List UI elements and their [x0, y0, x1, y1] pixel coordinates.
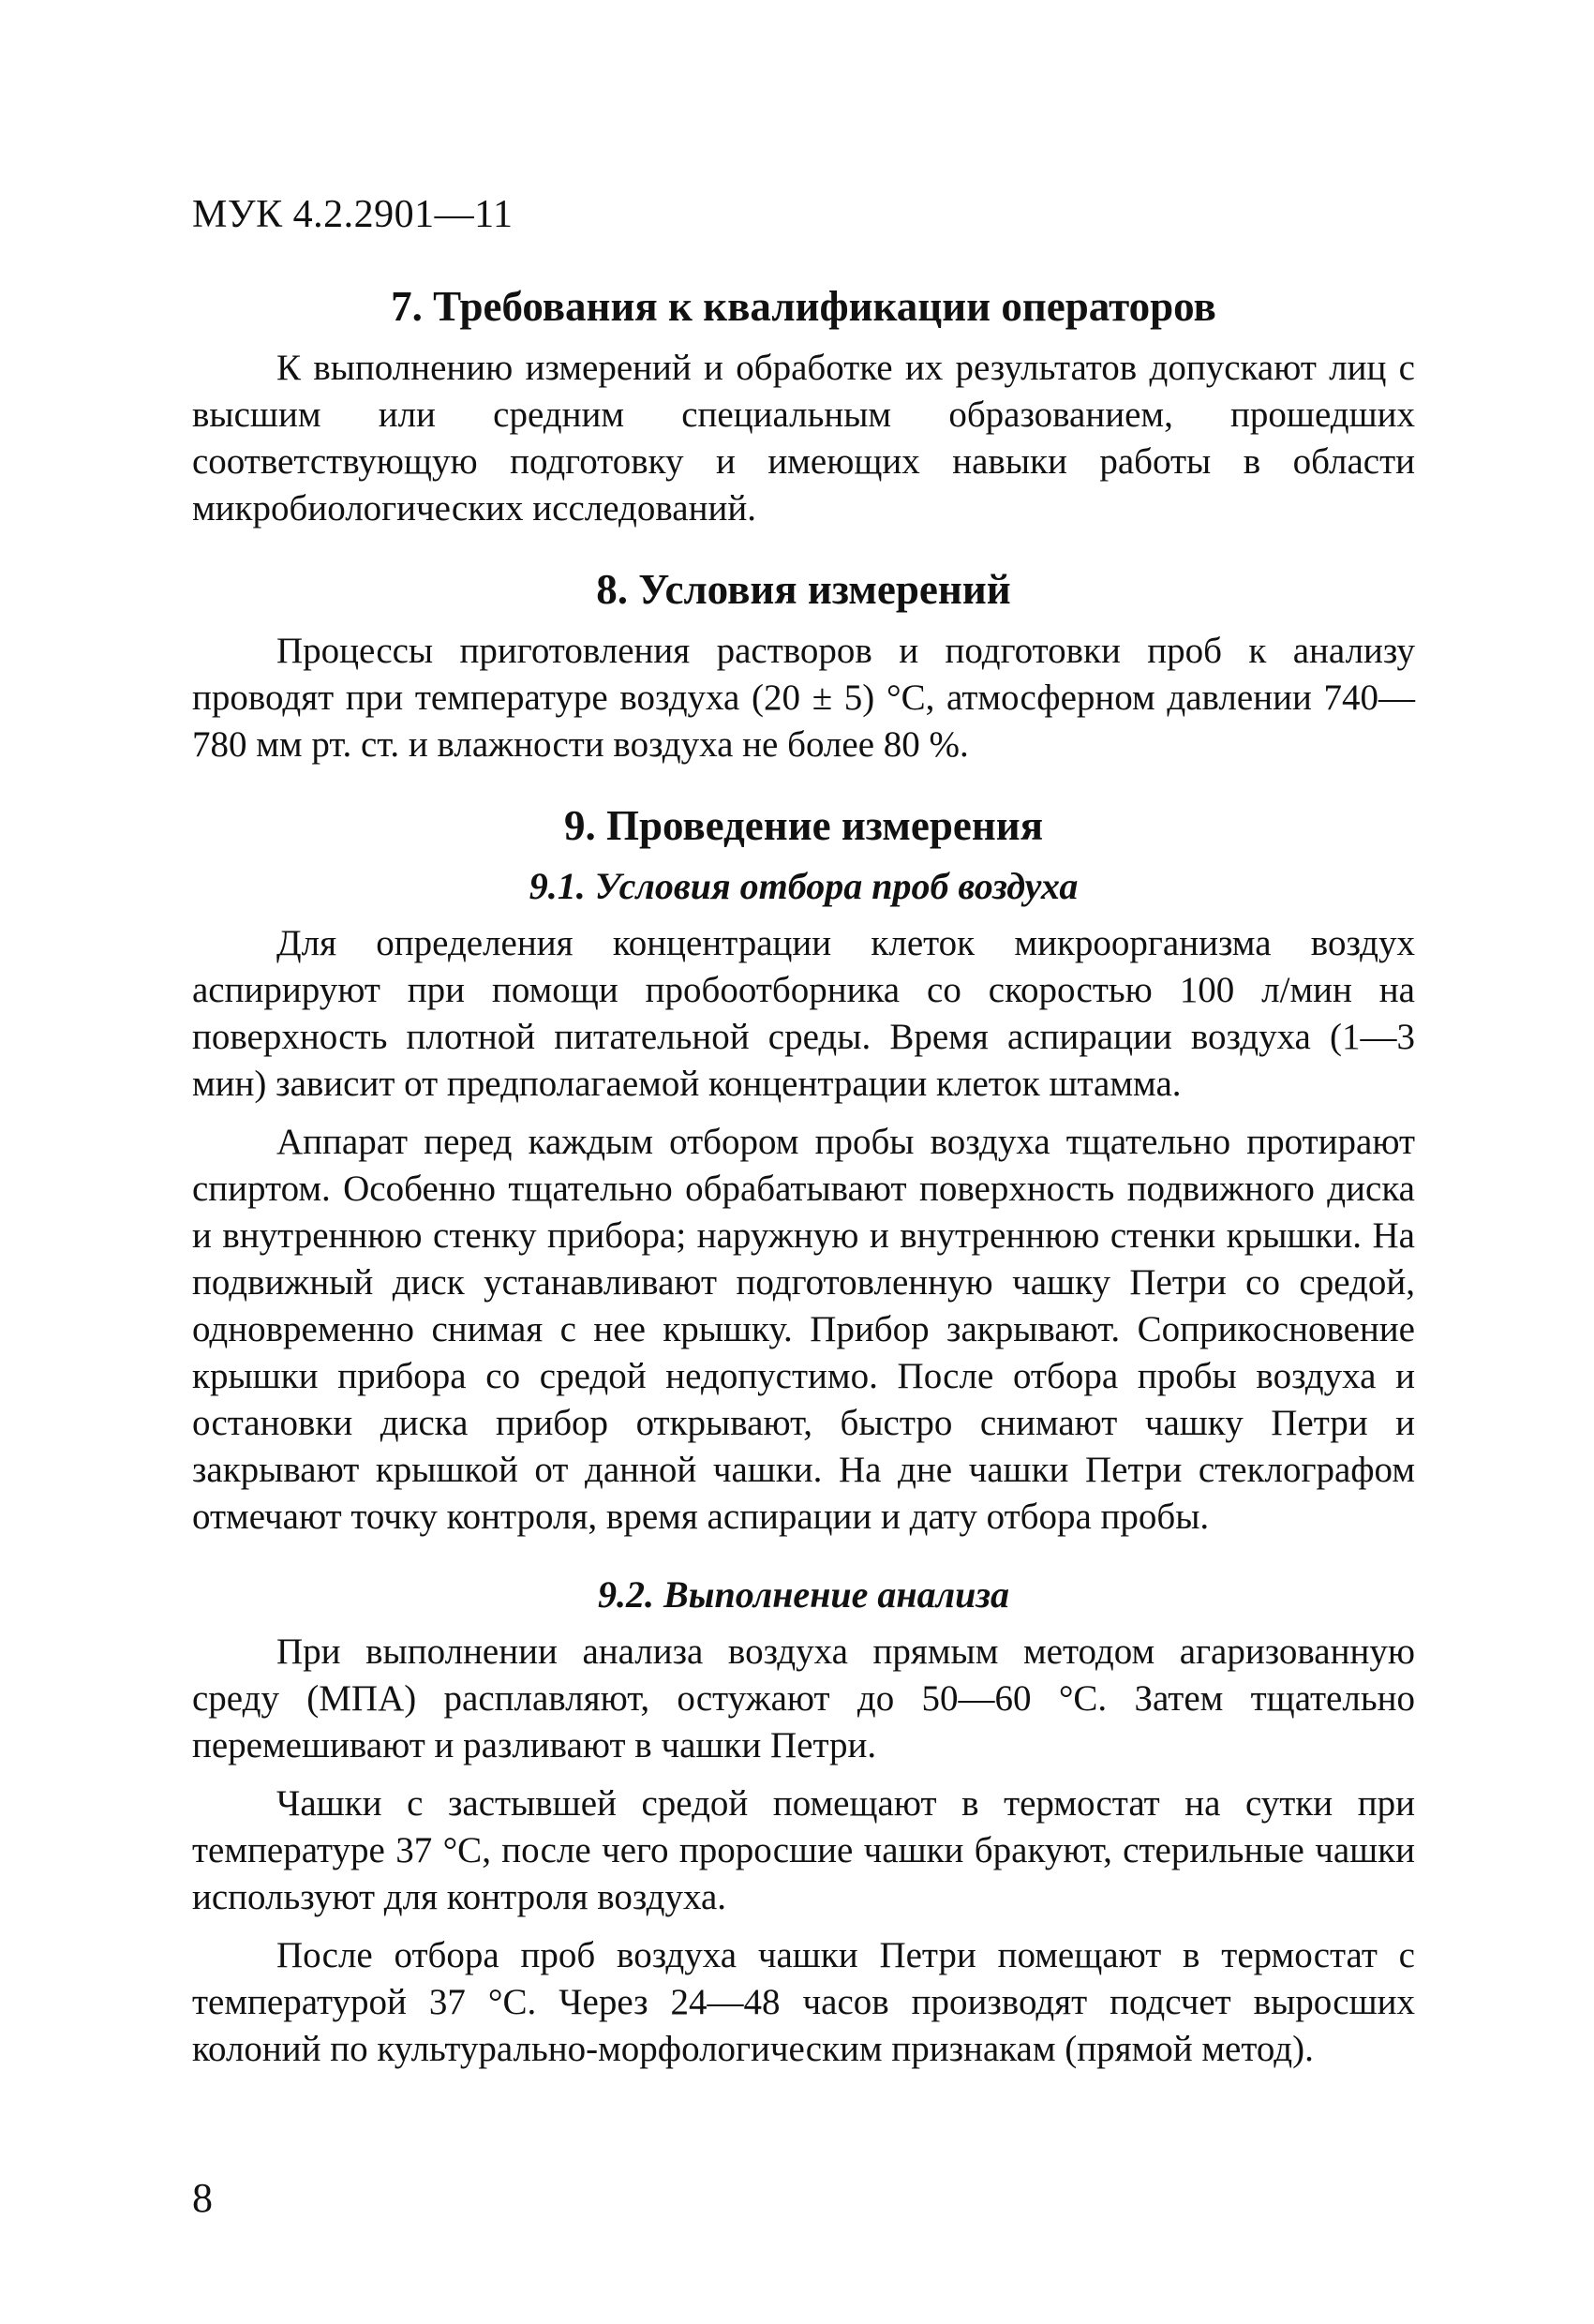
- section-title: 7. Требования к квалификации операторов: [391, 283, 1216, 330]
- paragraph: Аппарат перед каждым отбором пробы воздуха тщательно протирают спиртом. Особенно тщательно обрабатывают поверхность подвижного диска и внутреннюю стенку прибора; наружную и внутреннюю стенки крышки. На подвижный диск устанавливают подготовленную чашку Петри со средой, одновременно снимая с нее крышку. Прибор закрывают. Соприкосновение крышки прибора со средой недопустимо. После отбора пробы воздуха и остановки диска прибор открывают, быстро снимают чашку Петри и закрывают крышкой от данной чашки. На дне чашки Петри стеклографом отмечают точку контроля, время аспирации и дату отбора пробы.: [192, 1122, 1415, 1537]
- paragraph: Процессы приготовления растворов и подготовки проб к анализу проводят при температуре воздуха (20 ± 5) °С, атмосферном давлении 740—780 мм рт. ст. и влажности воздуха не более 80 %.: [192, 631, 1415, 765]
- subsection-9-2: [192, 1572, 1415, 2073]
- paragraph: Чашки с застывшей средой помещают в термостат на сутки при температуре 37 °С, после чего проросшие чашки бракуют, стерильные чашки используют для контроля воздуха.: [192, 1783, 1415, 1917]
- paragraph: Для определения концентрации клеток микроорганизма воздух аспирируют при помощи пробоотборника со скоростью 100 л/мин на поверхность плотной питательной среды. Время аспирации воздуха (1—3 мин) зависит от предполагаемой концентрации клеток штамма.: [192, 923, 1415, 1104]
- section-title: 8. Условия измерений: [596, 566, 1011, 613]
- subsection-title: 9.1. Условия отбора проб воздуха: [529, 865, 1079, 907]
- page-number: 8: [192, 2175, 213, 2221]
- document-body: [192, 281, 1415, 2105]
- section-9: [192, 800, 1415, 2073]
- paragraph: При выполнении анализа воздуха прямым методом агаризованную среду (МПА) расплавляют, остужают до 50—60 °С. Затем тщательно перемешивают и разливают в чашки Петри.: [192, 1631, 1415, 1765]
- section-8: [192, 564, 1415, 768]
- subsection-9-1: [192, 864, 1415, 1541]
- subsection-title: 9.2. Выполнение анализа: [598, 1573, 1009, 1616]
- paragraph: К выполнению измерений и обработке их результатов допускают лиц с высшим или средним специальным образованием, прошедших соответствующую подготовку и имеющих навыки работы в области микробиологических исследований.: [192, 348, 1415, 529]
- section-7: [192, 281, 1415, 532]
- document-code: МУК 4.2.2901—11: [192, 193, 514, 236]
- paragraph: После отбора проб воздуха чашки Петри помещают в термостат с температурой 37 °С. Через 24—48 часов производят подсчет выросших колоний по культурально-морфологическим признакам (прямой метод).: [192, 1935, 1415, 2069]
- section-title: 9. Проведение измерения: [563, 802, 1044, 849]
